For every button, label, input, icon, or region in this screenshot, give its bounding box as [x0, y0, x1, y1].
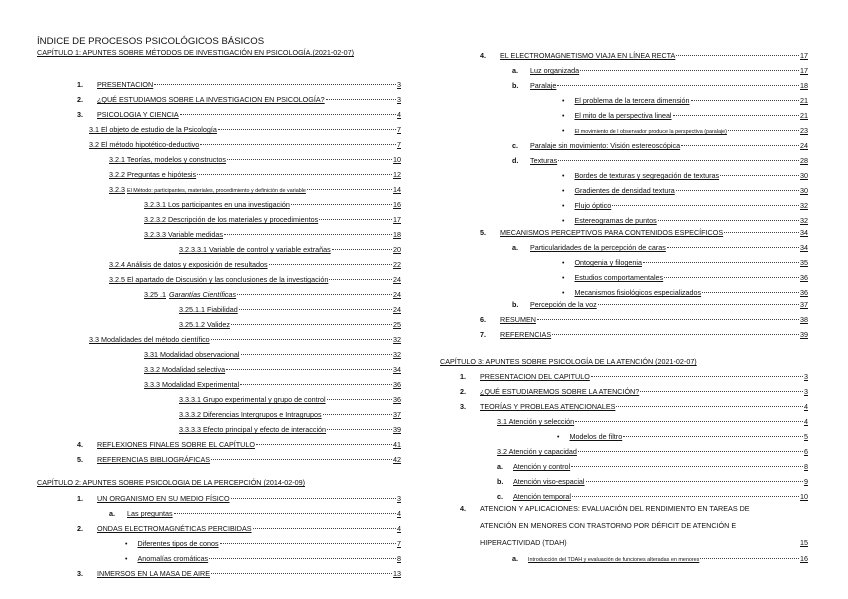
toc-entry[interactable]: 3.2.3.1 Los participantes en una investigación 16	[144, 200, 401, 209]
toc-entry[interactable]: 2. ONDAS ELECTROMAGNÉTICAS PERCIBIDAS 4	[77, 524, 401, 533]
toc-entry[interactable]: 1. PRESENTACION 3	[77, 80, 401, 89]
toc-entry[interactable]: • Flujo óptico 32	[562, 201, 808, 210]
toc-entry[interactable]: 3. TEORÍAS Y PROBLEAS ATENCIONALES 4	[460, 402, 808, 411]
toc-entry[interactable]: • Gradientes de densidad textura 30	[562, 186, 808, 195]
toc-entry[interactable]: • El movimiento de l observador produce la perspectiva (paralaje) 23	[562, 126, 808, 135]
toc-entry[interactable]: 5. REFERENCIAS BIBLIOGRÁFICAS 42	[77, 455, 401, 464]
toc-entry[interactable]: 6. RESUMEN 38	[480, 315, 808, 324]
toc-entry[interactable]: • Ontogenia y filogenia 35	[562, 258, 808, 267]
toc-entry[interactable]: 1. PRESENTACION DEL CAPITULO 3	[460, 372, 808, 381]
chapter-3-heading[interactable]: CAPÍTULO 3: APUNTES SOBRE PSICOLOGÍA DE LA ATENCIÓN (2021-02-07)	[440, 357, 697, 366]
toc-entry[interactable]: d. Texturas 28	[512, 156, 808, 165]
toc-entry[interactable]: • El problema de la tercera dimensión 21	[562, 96, 808, 105]
toc-entry[interactable]: 3.3.3.1 Grupo experimental y grupo de control 36	[179, 395, 401, 404]
toc-entry[interactable]: • Estereogramas de puntos 32	[562, 216, 808, 225]
toc-entry[interactable]: 2. ¿QUÉ ESTUDIAMOS SOBRE LA INVESTIGACION EN PSICOLOGÍA? 3	[77, 95, 401, 104]
toc-entry[interactable]: 3.2.4 Análisis de datos y exposición de resultados 22	[109, 260, 401, 269]
toc-entry[interactable]: 3.2.5 El apartado de Discusión y las conclusiones de la investigación 24	[109, 275, 401, 284]
toc-entry[interactable]: 3.31 Modalidad observacional 32	[144, 350, 401, 359]
toc-entry[interactable]: • Estudios comportamentales 36	[562, 273, 808, 282]
chapter-2-heading[interactable]: CAPÍTULO 2: APUNTES SOBRE PSICOLOGIA DE LA PERCEPCIÓN (2014-02-09)	[37, 478, 306, 487]
toc-entry[interactable]: 2. ¿QUÉ ESTUDIAREMOS SOBRE LA ATENCIÓN? 3	[460, 387, 808, 396]
toc-entry[interactable]: 3.1 Atención y selección 4	[497, 417, 808, 426]
toc-entry[interactable]: 7. REFERENCIAS 39	[480, 330, 808, 339]
toc-entry[interactable]: 3.1 El objeto de estudio de la Psicología 7	[89, 125, 401, 134]
toc-entry[interactable]: 3.2 Atención y capacidad 6	[497, 447, 808, 456]
chapter-1-heading[interactable]: CAPÍTULO 1: APUNTES SOBRE MÉTODOS DE INVESTIGACIÓN EN PSICOLOGÍA.(2021-02-07)	[37, 48, 355, 57]
toc-entry[interactable]: b. Percepción de la voz 37	[512, 300, 808, 309]
toc-entry[interactable]: 3.25.1.2 Validez 25	[179, 320, 401, 329]
toc-entry[interactable]: a. Particularidades de la percepción de caras 34	[512, 243, 808, 252]
toc-entry[interactable]: 3.2.3.3 Variable medidas 18	[144, 230, 401, 239]
toc-entry[interactable]: a. Introducción del TDAH y evaluación de funciones alteradas en menores 16	[512, 554, 808, 563]
toc-entry[interactable]: 3.2.3 El Método: participantes, materiales, procedimiento y definición de variable 14	[109, 185, 401, 194]
toc-entry[interactable]: • Mecanismos fisiológicos especializados 36	[562, 288, 808, 297]
toc-entry[interactable]: c. Paralaje sin movimiento: Visión estereoscópica 24	[512, 141, 808, 150]
toc-entry[interactable]: 3. INMERSOS EN LA MASA DE AIRE 13	[77, 569, 401, 578]
toc-entry[interactable]: c. Atención temporal 10	[497, 492, 808, 501]
document-title: ÍNDICE DE PROCESOS PSICOLÓGICOS BÁSICOS	[37, 36, 265, 47]
toc-entry[interactable]: 3.3.2 Modalidad selectiva 34	[144, 365, 401, 374]
toc-entry[interactable]: 3.2.3.2 Descripción de los materiales y procedimientos 17	[144, 215, 401, 224]
toc-entry[interactable]: b. Atención viso-espacial 9	[497, 477, 808, 486]
toc-entry[interactable]: 1. UN ORGANISMO EN SU MEDIO FÍSICO 3	[77, 494, 401, 503]
toc-entry[interactable]: b. Paralaje 18	[512, 81, 808, 90]
toc-entry[interactable]: 3.3.3.3 Efecto principal y efecto de interacción 39	[179, 425, 401, 434]
toc-entry[interactable]: • Diferentes tipos de conos 7	[125, 539, 401, 548]
toc-entry[interactable]: 3. PSICOLOGIA Y CIENCIA 4	[77, 110, 401, 119]
toc-entry[interactable]: 3.3.3 Modalidad Experimental 36	[144, 380, 401, 389]
toc-entry[interactable]: • Modelos de filtro 5	[557, 432, 808, 441]
toc-entry[interactable]: 3.3.3.2 Diferencias Intergrupos e Intragrupos 37	[179, 410, 401, 419]
toc-entry[interactable]: 3.2.2 Preguntas e hipótesis 12	[109, 170, 401, 179]
toc-entry[interactable]: 3.2.3.3.1 Variable de control y variable extrañas 20	[179, 245, 401, 254]
toc-entry-multiline[interactable]: 4. ATENCION Y APLICACIONES: EVALUACIÓN DEL RENDIMIENTO EN TAREAS DE ATENCIÓN EN MENORES CON TRASTORNO POR DÉFICIT DE ATENCIÓN E HIPERACTIVIDAD (TDAH) 15	[460, 504, 808, 547]
toc-entry[interactable]: • Anomalías cromáticas 8	[125, 554, 401, 563]
toc-entry[interactable]: 4. REFLEXIONES FINALES SOBRE EL CAPÍTULO 41	[77, 440, 401, 449]
toc-entry[interactable]: a. Las preguntas 4	[109, 509, 401, 518]
toc-entry[interactable]: 4. EL ELECTROMAGNETISMO VIAJA EN LÍNEA RECTA 17	[480, 51, 808, 60]
toc-entry[interactable]: a. Luz organizada 17	[512, 66, 808, 75]
toc-entry[interactable]: a. Atención y control 8	[497, 462, 808, 471]
toc-entry[interactable]: 3.3 Modalidades del método científico 32	[89, 335, 401, 344]
toc-entry[interactable]: 5. MECANISMOS PERCEPTIVOS PARA CONTENIDOS ESPECÍFICOS 34	[480, 228, 808, 237]
toc-entry[interactable]: 3.2 El método hipotético-deductivo 7	[89, 140, 401, 149]
toc-entry[interactable]: 3.25.1.1 Fiabilidad 24	[179, 305, 401, 314]
toc-entry[interactable]: • El mito de la perspectiva lineal 21	[562, 111, 808, 120]
toc-entry[interactable]: 3.25 .1 Garantías Científicas 24	[144, 290, 401, 299]
toc-entry[interactable]: 3.2.1 Teorías, modelos y constructos 10	[109, 155, 401, 164]
toc-entry[interactable]: • Bordes de texturas y segregación de texturas 30	[562, 171, 808, 180]
